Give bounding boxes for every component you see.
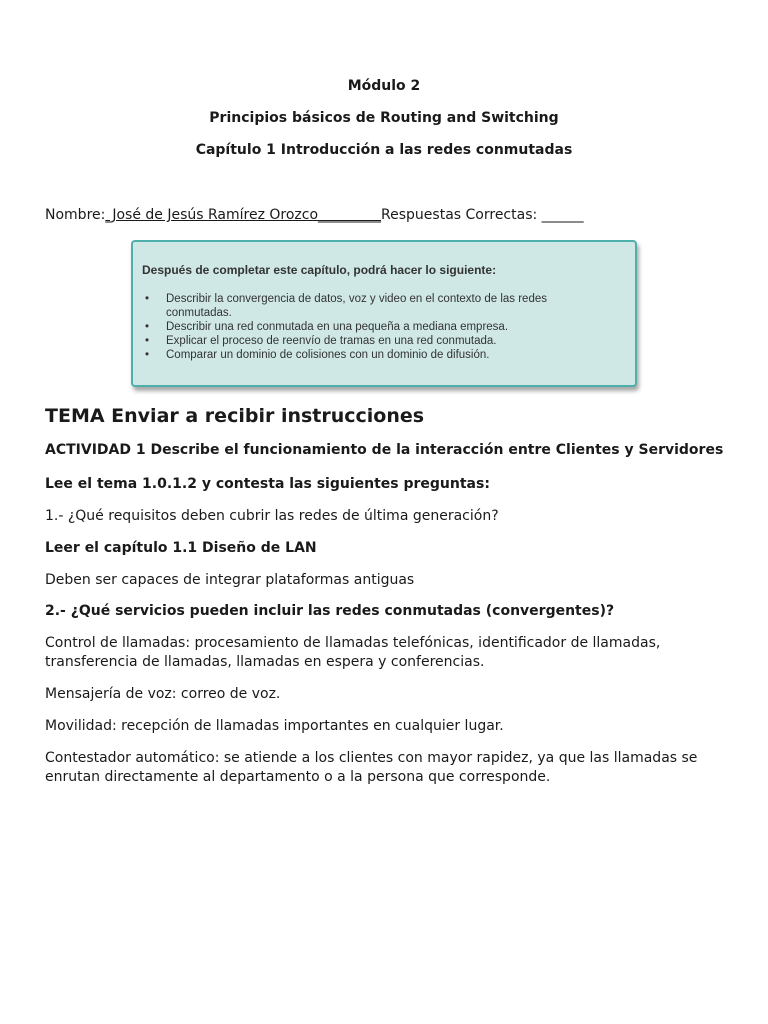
module-title: Módulo 2 [347,78,421,94]
objectives-box [131,240,637,387]
name-label: Nombre: [45,207,106,223]
name-blank: _________ [318,207,382,223]
answer-1: Deben ser capaces de integrar plataformas antiguas [45,572,415,588]
answer-2-mobility: Movilidad: recepción de llamadas importantes en cualquier lugar. [45,718,504,734]
objective-item: • Describir una red conmutada en una pequeña a mediana empresa. [142,320,606,334]
objective-item: • Describir la convergencia de datos, voz y video en el contexto de las redes conmutadas. [142,292,606,320]
topic-heading: TEMA Enviar a recibir instrucciones [45,405,425,427]
objective-item: • Comparar un dominio de colisiones con un dominio de difusión. [142,348,606,362]
answer-2-attendant: Contestador automático: se atiende a los clientes con mayor rapidez, ya que las llamadas se enrutan directamente al departamento o a la persona que corresponde. [45,750,698,785]
objective-item: • Explicar el proceso de reenvío de tramas en una red conmutada. [142,334,606,348]
chapter-title: Capítulo 1 Introducción a las redes conmutadas [195,142,573,158]
question-2: 2.- ¿Qué servicios pueden incluir las redes conmutadas (convergentes)? [45,603,615,619]
objectives-heading: Después de completar este capítulo, podrá hacer lo siguiente: [142,263,497,277]
student-name: _José de Jesús Ramírez Orozco [105,207,319,223]
question-1: 1.- ¿Qué requisitos deben cubrir las redes de última generación? [45,508,499,524]
score-label: Respuestas Correctas: ______ [381,207,584,223]
activity-heading: ACTIVIDAD 1 Describe el funcionamiento de la interacción entre Clientes y Servidores [45,442,724,458]
course-title: Principios básicos de Routing and Switching [209,110,559,126]
answer-2-voicemail: Mensajería de voz: correo de voz. [45,686,281,702]
objectives-list [142,292,606,362]
instruction-heading: Lee el tema 1.0.1.2 y contesta las siguientes preguntas: [45,476,490,492]
answer-2-call-control: Control de llamadas: procesamiento de llamadas telefónicas, identificador de llamadas, transferencia de llamadas, llamadas en espera y conferencias. [45,635,661,670]
reference-heading: Leer el capítulo 1.1 Diseño de LAN [45,540,317,556]
student-info-line [45,206,584,224]
